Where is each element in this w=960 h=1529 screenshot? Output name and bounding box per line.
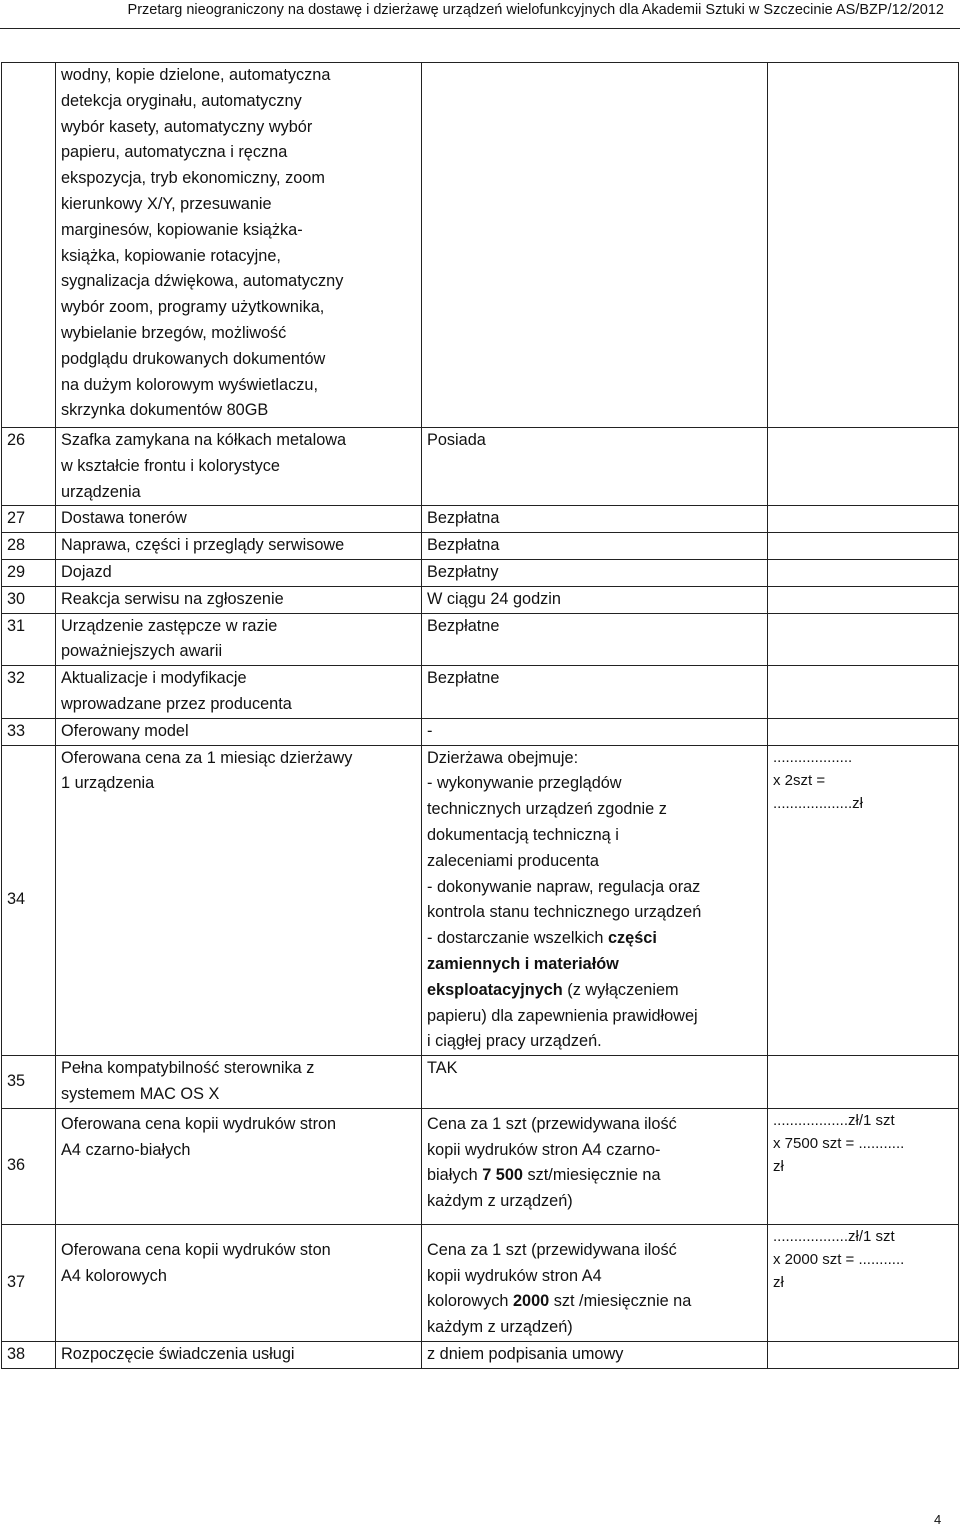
row-requirement: [422, 745, 768, 1056]
cell-line: kopii wydruków stron A4 czarno-: [427, 1140, 661, 1159]
cell-line: x 2000 szt = ...........: [773, 1250, 905, 1268]
bold-text: eksploatacyjnych: [427, 980, 563, 999]
row-price: [768, 1341, 959, 1368]
table-row: [2, 506, 959, 533]
cell-line: Urządzenie zastępcze w razie: [61, 616, 278, 635]
row-number: 36: [2, 1108, 56, 1224]
cell-line: Dzierżawa obejmuje:: [427, 748, 579, 767]
table-row: [2, 718, 959, 745]
cell-line: - wykonywanie przeglądów: [427, 774, 622, 793]
row-number: 29: [2, 559, 56, 586]
cell-line: ekspozycja, tryb ekonomiczny, zoom: [61, 169, 325, 188]
cell-line: skrzynka dokumentów 80GB: [61, 401, 269, 420]
row-description: [56, 718, 422, 745]
cell-line: dokumentacją techniczną i: [427, 825, 619, 844]
cell-line: Cena za 1 szt (przewidywana ilość: [427, 1114, 677, 1133]
cell-line: Oferowana cena kopii wydruków ston: [61, 1240, 331, 1259]
cell-line: Bezpłatna: [427, 509, 500, 528]
cell-line: Cena za 1 szt (przewidywana ilość: [427, 1240, 677, 1259]
cell-line: urządzenia: [61, 482, 141, 501]
cell-line: Bezpłatny: [427, 562, 499, 581]
row-requirement: [422, 1224, 768, 1341]
specification-table: [1, 62, 959, 1369]
cell-line: Bezpłatne: [427, 616, 500, 635]
row-description: [56, 559, 422, 586]
row-number: 27: [2, 506, 56, 533]
table-row: [2, 745, 959, 1056]
row-description: [56, 1341, 422, 1368]
cell-line: z dniem podpisania umowy: [427, 1344, 624, 1363]
table-row: [2, 1224, 959, 1341]
row-price: [768, 63, 959, 428]
cell-line: [427, 952, 762, 978]
row-number: 30: [2, 586, 56, 613]
bold-text: 2000: [512, 1292, 550, 1311]
cell-line: A4 kolorowych: [61, 1266, 167, 1285]
cell-line: eksploatacyjnych (z wyłączeniem: [427, 980, 679, 999]
header-divider: [0, 28, 960, 29]
row-number: 26: [2, 428, 56, 506]
cell-line: ...................: [773, 748, 853, 766]
cell-line: zł: [773, 1157, 784, 1175]
row-price: [768, 1108, 959, 1224]
row-number: 35: [2, 1056, 56, 1109]
row-number: 34: [2, 745, 56, 1056]
row-description: [56, 506, 422, 533]
cell-line: ..................zł/1 szt: [773, 1227, 895, 1245]
bold-text: zamiennych i materiałów: [427, 954, 619, 973]
row-requirement: [422, 506, 768, 533]
cell-line: Bezpłatna: [427, 536, 500, 555]
cell-line: papieru, automatyczna i ręczna: [61, 143, 288, 162]
table-row: [2, 1108, 959, 1224]
table-row: [2, 613, 959, 666]
table-row: [2, 1341, 959, 1368]
cell-line: 1 urządzenia: [61, 774, 155, 793]
row-number: 38: [2, 1341, 56, 1368]
cell-line: ..................zł/1 szt: [773, 1111, 895, 1129]
row-number: 37: [2, 1224, 56, 1341]
cell-line: - dokonywanie napraw, regulacja oraz: [427, 877, 701, 896]
row-requirement: [422, 666, 768, 719]
cell-line: białych 7 500 szt/miesięcznie na: [427, 1166, 661, 1185]
row-description: [56, 533, 422, 560]
row-description: [56, 428, 422, 506]
row-requirement: [422, 613, 768, 666]
cell-line: Rozpoczęcie świadczenia usługi: [61, 1344, 295, 1363]
cell-line: technicznych urządzeń zgodnie z: [427, 800, 667, 819]
cell-line: wybór kasety, automatyczny wybór: [61, 117, 313, 136]
row-number: 33: [2, 718, 56, 745]
cell-line: sygnalizacja dźwiękowa, automatyczny: [61, 272, 344, 291]
table-row: [2, 586, 959, 613]
row-description: [56, 63, 422, 428]
cell-line: Posiada: [427, 431, 486, 449]
row-requirement: [422, 1108, 768, 1224]
cell-line: Oferowana cena kopii wydruków stron: [61, 1114, 337, 1133]
cell-line: W ciągu 24 godzin: [427, 589, 561, 608]
cell-line: zł: [773, 1273, 784, 1291]
row-price: [768, 559, 959, 586]
row-description: [56, 1224, 422, 1341]
row-number: 32: [2, 666, 56, 719]
cell-line: wybór zoom, programy użytkownika,: [61, 298, 325, 317]
cell-line: kierunkowy X/Y, przesuwanie: [61, 194, 272, 213]
table-row: [2, 666, 959, 719]
cell-line: Oferowana cena za 1 miesiąc dzierżawy: [61, 748, 353, 767]
cell-line: kolorowych 2000 szt /miesięcznie na: [427, 1292, 692, 1311]
cell-line: - dostarczanie wszelkich części: [427, 929, 657, 948]
cell-line: wodny, kopie dzielone, automatyczna: [61, 66, 331, 84]
cell-line: -: [427, 721, 433, 740]
row-price: [768, 533, 959, 560]
row-description: [56, 613, 422, 666]
table-row: [2, 559, 959, 586]
cell-line: x 7500 szt = ...........: [773, 1134, 905, 1152]
cell-line: Dostawa tonerów: [61, 509, 187, 528]
cell-line: Szafka zamykana na kółkach metalowa: [61, 431, 347, 449]
cell-line: na dużym kolorowym wyświetlaczu,: [61, 375, 318, 394]
cell-line: ...................zł: [773, 794, 864, 812]
row-requirement: [422, 533, 768, 560]
row-requirement: [422, 1056, 768, 1109]
row-price: [768, 718, 959, 745]
row-price: [768, 586, 959, 613]
row-price: [768, 666, 959, 719]
row-description: [56, 1108, 422, 1224]
cell-line: książka, kopiowanie rotacyjne,: [61, 246, 281, 265]
row-price: [768, 613, 959, 666]
table-row: [2, 428, 959, 506]
row-price: [768, 1224, 959, 1341]
row-requirement: [422, 586, 768, 613]
row-requirement: [422, 718, 768, 745]
cell-line: każdym z urządzeń): [427, 1318, 573, 1337]
cell-line: wybielanie brzegów, możliwość: [61, 323, 287, 342]
row-description: [56, 586, 422, 613]
cell-line: x 2szt =: [773, 771, 826, 789]
cell-line: w kształcie frontu i kolorystyce: [61, 456, 280, 475]
row-price: [768, 745, 959, 1056]
cell-line: Reakcja serwisu na zgłoszenie: [61, 589, 284, 608]
cell-line: Aktualizacje i modyfikacje: [61, 669, 247, 688]
cell-line: papieru) dla zapewnienia prawidłowej: [427, 1006, 698, 1025]
cell-line: każdym z urządzeń): [427, 1192, 573, 1211]
cell-line: Pełna kompatybilność sterownika z: [61, 1059, 315, 1078]
table-row: [2, 1056, 959, 1109]
bold-text: części: [607, 929, 657, 948]
row-number: 28: [2, 533, 56, 560]
row-number: [2, 63, 56, 428]
cell-line: TAK: [427, 1059, 458, 1078]
row-price: [768, 1056, 959, 1109]
cell-line: wprowadzane przez producenta: [61, 694, 292, 713]
cell-line: kopii wydruków stron A4: [427, 1266, 602, 1285]
row-requirement: [422, 63, 768, 428]
cell-line: zaleceniami producenta: [427, 851, 599, 870]
row-price: [768, 428, 959, 506]
row-description: [56, 1056, 422, 1109]
row-requirement: [422, 559, 768, 586]
document-header-title: Przetarg nieograniczony na dostawę i dzierżawę urządzeń wielofunkcyjnych dla Akademii Sztuki w Szczecinie AS/BZP/12/2012: [127, 2, 944, 18]
cell-line: kontrola stanu technicznego urządzeń: [427, 903, 702, 922]
cell-line: systemem MAC OS X: [61, 1084, 220, 1103]
row-requirement: [422, 1341, 768, 1368]
row-requirement: [422, 428, 768, 506]
table-row: [2, 533, 959, 560]
page-number: 4: [934, 1512, 942, 1527]
cell-line: A4 czarno-białych: [61, 1140, 191, 1159]
cell-line: i ciągłej pracy urządzeń.: [427, 1032, 602, 1051]
row-description: [56, 666, 422, 719]
table-row: [2, 63, 959, 428]
cell-line: poważniejszych awarii: [61, 642, 223, 661]
cell-line: marginesów, kopiowanie książka-: [61, 220, 303, 239]
cell-line: Bezpłatne: [427, 669, 500, 688]
cell-line: detekcja oryginału, automatyczny: [61, 91, 302, 110]
cell-line: podglądu drukowanych dokumentów: [61, 349, 326, 368]
cell-line: Oferowany model: [61, 721, 189, 740]
cell-line: Naprawa, części i przeglądy serwisowe: [61, 536, 345, 555]
row-description: [56, 745, 422, 1056]
bold-text: 7 500: [482, 1166, 523, 1185]
cell-line: Dojazd: [61, 562, 112, 581]
row-price: [768, 506, 959, 533]
row-number: 31: [2, 613, 56, 666]
